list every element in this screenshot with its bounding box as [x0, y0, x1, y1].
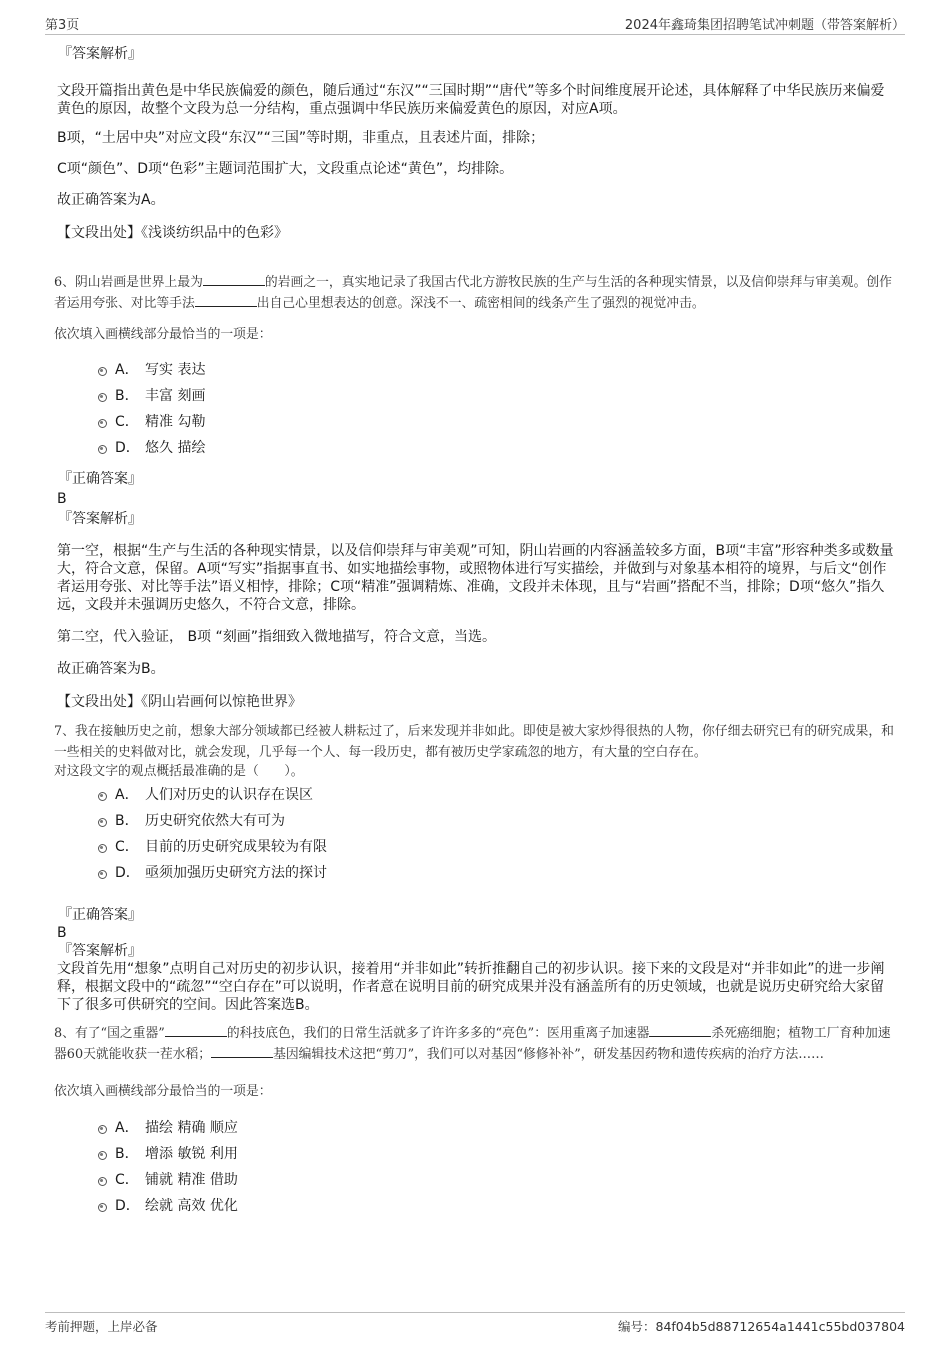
- source-title: 《浅谈纺织品中的色彩》: [141, 225, 288, 241]
- radio-icon[interactable]: [98, 445, 107, 454]
- page-header: [45, 12, 905, 35]
- correct-answer: B: [57, 491, 67, 507]
- source-label: 【文段出处】: [57, 225, 141, 241]
- answer-blank: [203, 273, 265, 286]
- radio-icon[interactable]: [98, 367, 107, 376]
- page-number: 第3页: [45, 18, 80, 33]
- question-7-text: 7、我在接触历史之前，想象大部分领域都已经被人耕耘过了，后来发现并非如此。即使是被大家炒得很热的人物，你仔细去研究已有的研究成果，和一些相关的史料做对比，就会发现，几乎每一个人、每一段历史，都有被历史学家疏忽的地方，有大量的空白存在。: [54, 724, 894, 760]
- analysis-label: 『答案解析』: [58, 511, 142, 527]
- option-b[interactable]: B． 历史研究依然大有可为: [57, 808, 895, 834]
- option-b[interactable]: B． 丰富 刻画: [57, 383, 895, 409]
- source-label: 【文段出处】: [57, 694, 141, 710]
- radio-icon[interactable]: [98, 1203, 107, 1212]
- radio-icon[interactable]: [98, 1177, 107, 1186]
- radio-icon[interactable]: [98, 844, 107, 853]
- answer-blank: [165, 1024, 227, 1037]
- analysis-paragraph: 故正确答案为A。: [57, 192, 165, 208]
- source-line: [57, 224, 895, 242]
- analysis-paragraph: 故正确答案为B。: [57, 661, 165, 677]
- radio-icon[interactable]: [98, 792, 107, 801]
- radio-icon[interactable]: [98, 419, 107, 428]
- option-d[interactable]: D． 悠久 描绘: [57, 435, 895, 461]
- radio-icon[interactable]: [98, 818, 107, 827]
- correct-answer-label: 『正确答案』: [58, 907, 142, 923]
- radio-icon[interactable]: [98, 870, 107, 879]
- analysis-paragraph: 文段开篇指出黄色是中华民族偏爱的颜色，随后通过“东汉”“三国时期”“唐代”等多个时间维度展开论述，具体解释了中华民族历来偏爱黄色的原因，故整个文段为总一分结构，重点强调中华民族历来偏爱黄色的原因，对应A项。: [57, 83, 885, 117]
- option-a[interactable]: A． 写实 表达: [57, 357, 895, 383]
- question-7-options: [57, 782, 895, 886]
- correct-answer: B: [57, 925, 67, 941]
- source-title: 《阴山岩画何以惊艳世界》: [141, 694, 302, 710]
- analysis-label: 『答案解析』: [58, 46, 142, 62]
- answer-blank: [195, 294, 257, 307]
- analysis-paragraph: B项，“土居中央”对应文段“东汉”“三国”等时期，非重点，且表述片面，排除；: [57, 130, 545, 146]
- analysis-paragraph: 第二空，代入验证， B项 “刻画”指细致入微地描写，符合文意，当选。: [57, 629, 497, 645]
- radio-icon[interactable]: [98, 1125, 107, 1134]
- analysis-paragraph: 第一空，根据“生产与生活的各种现实情景，以及信仰崇拜与审美观”可知，阴山岩画的内容涵盖较多方面，B项“丰富”形容种类多或数量大，符合文意，保留。A项“写实”指据事直书、如实地描绘事物，或照物体进行写实描绘，并做到与对象基本相符的境界，与后文“创作者运用夸张、对比等手法”语义相悖，排除；C项“精准”强调精炼、准确，文段并未体现，且与“岩画”搭配不当，排除；D项“悠久”指久远，文段并未强调历史悠久，不符合文意，排除。: [57, 543, 894, 613]
- question-prompt: 对这段文字的观点概括最准确的是（ ）。: [54, 764, 304, 779]
- question-prompt: 依次填入画横线部分最恰当的一项是：: [54, 1084, 272, 1099]
- analysis-label: 『答案解析』: [58, 943, 142, 959]
- answer-blank: [211, 1045, 273, 1058]
- option-c[interactable]: C． 铺就 精准 借助: [57, 1167, 895, 1193]
- document-code: [618, 1317, 905, 1335]
- question-prompt: 依次填入画横线部分最恰当的一项是：: [54, 327, 272, 342]
- option-b[interactable]: B． 增添 敏锐 利用: [57, 1141, 895, 1167]
- code-value: 84f04b5d88712654a1441c55bd037804: [655, 1319, 905, 1334]
- option-c[interactable]: C． 目前的历史研究成果较为有限: [57, 834, 895, 860]
- footer-slogan: 考前押题，上岸必备: [45, 1319, 158, 1334]
- page-content: [54, 44, 895, 1219]
- option-c[interactable]: C． 精准 勾勒: [57, 409, 895, 435]
- analysis-paragraph: C项“颜色”、D项“色彩”主题词范围扩大，文段重点论述“黄色”，均排除。: [57, 161, 514, 177]
- source-line: [57, 693, 895, 711]
- question-8-options: [57, 1115, 895, 1219]
- question-8-text: 8、有了“国之重器” 的科技底色，我们的日常生活就多了许许多多的“亮色”：医用重离子加速器 杀死癌细胞；植物工厂育种加速器60天就能收获一茬水稻； 基因编辑技术这把“剪刀”，我们可以对基因“修修补补”，研发基因药物和遗传疾病的治疗方法……: [54, 1026, 891, 1062]
- option-a[interactable]: A． 人们对历史的认识存在误区: [57, 782, 895, 808]
- question-6-options: [57, 357, 895, 461]
- correct-answer-label: 『正确答案』: [58, 471, 142, 487]
- answer-blank: [649, 1024, 711, 1037]
- document-title: 2024年鑫琦集团招聘笔试冲刺题（带答案解析）: [624, 18, 905, 33]
- code-label: 编号：: [617, 1319, 656, 1334]
- question-6-text: 6、阴山岩画是世界上最为 的岩画之一，真实地记录了我国古代北方游牧民族的生产与生活的各种现实情景，以及信仰崇拜与审美观。创作者运用夸张、对比等手法 出自己心里想表达的创意。深浅不一、疏密相间的线条产生了强烈的视觉冲击。: [54, 275, 892, 311]
- radio-icon[interactable]: [98, 1151, 107, 1160]
- option-a[interactable]: A． 描绘 精确 顺应: [57, 1115, 895, 1141]
- option-d[interactable]: D． 绘就 高效 优化: [57, 1193, 895, 1219]
- radio-icon[interactable]: [98, 393, 107, 402]
- page-footer: [45, 1312, 905, 1337]
- option-d[interactable]: D． 亟须加强历史研究方法的探讨: [57, 860, 895, 886]
- analysis-paragraph: 文段首先用“想象”点明自己对历史的初步认识，接着用“并非如此”转折推翻自己的初步认识。接下来的文段是对“并非如此”的进一步阐释，根据文段中的“疏忽”“空白存在”可以说明，作者意在说明目前的研究成果并没有涵盖所有的历史领域，也就是说历史研究给大家留下了很多可供研究的空间。因此答案选B。: [57, 961, 885, 1013]
